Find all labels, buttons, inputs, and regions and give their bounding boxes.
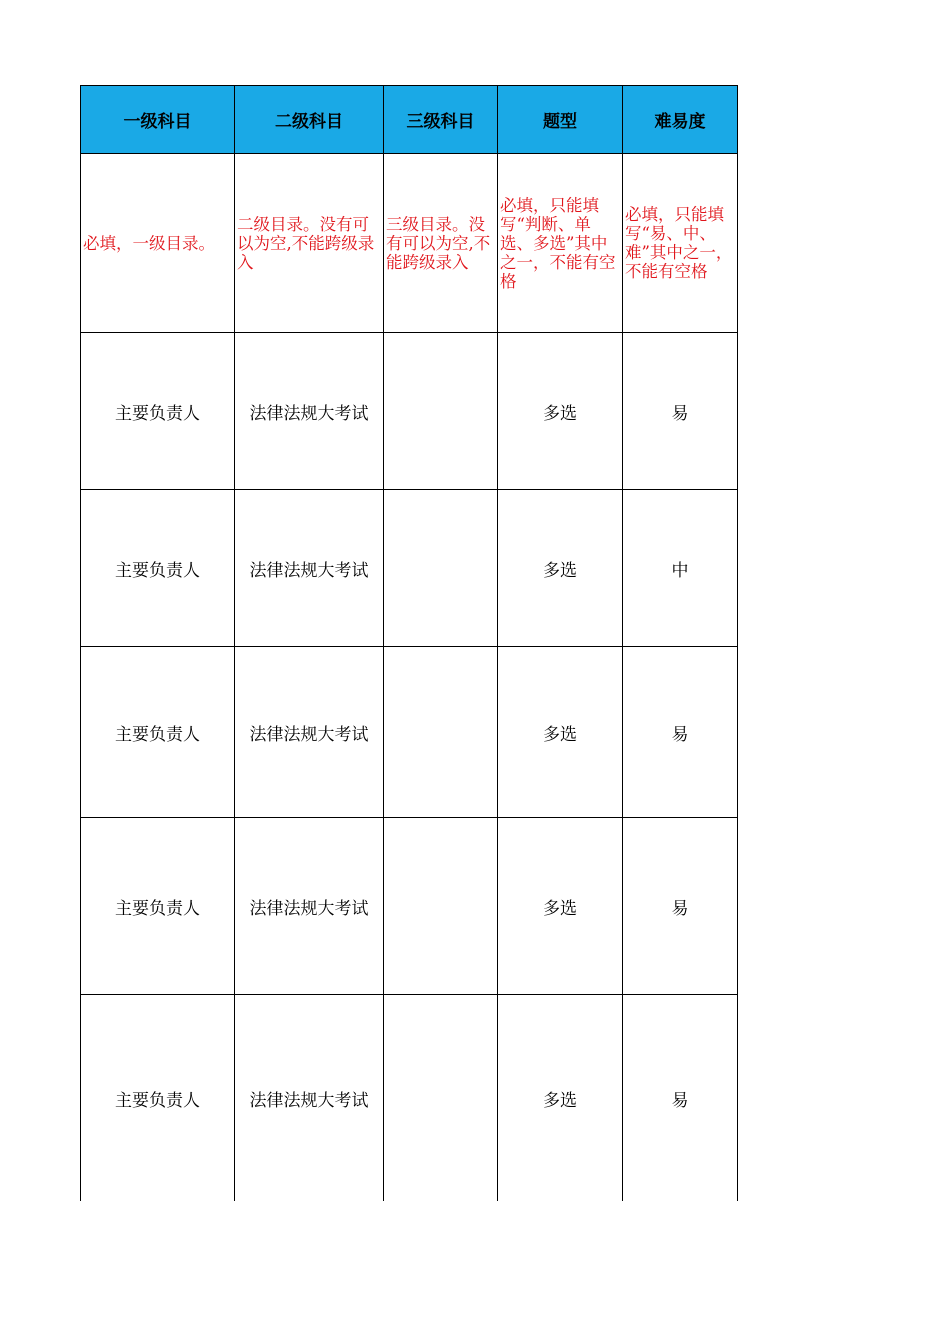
cell-subject-level-3[interactable] — [384, 647, 498, 818]
cell-difficulty[interactable]: 易 — [623, 995, 738, 1202]
cell-difficulty[interactable]: 易 — [623, 333, 738, 490]
table-row — [81, 818, 738, 995]
header-subject-level-3[interactable]: 三级科目 — [384, 86, 498, 154]
cell-subject-level-3[interactable] — [384, 333, 498, 490]
cell-subject-level-2[interactable]: 法律法规大考试 — [235, 818, 384, 995]
question-import-table — [80, 85, 738, 1201]
note-subject-level-3[interactable]: 三级目录。没有可以为空,不能跨级录入 — [384, 154, 498, 333]
cell-difficulty[interactable]: 中 — [623, 490, 738, 647]
table-row — [81, 647, 738, 818]
cell-question-type[interactable]: 多选 — [498, 818, 623, 995]
cell-question-type[interactable]: 多选 — [498, 490, 623, 647]
table-row — [81, 333, 738, 490]
cell-question-type[interactable]: 多选 — [498, 333, 623, 490]
note-difficulty[interactable]: 必填，只能填写“易、中、难”其中之一，不能有空格 — [623, 154, 738, 333]
cell-subject-level-2[interactable]: 法律法规大考试 — [235, 490, 384, 647]
cell-question-type[interactable]: 多选 — [498, 995, 623, 1202]
cell-subject-level-1[interactable]: 主要负责人 — [81, 995, 235, 1202]
instruction-row — [81, 154, 738, 333]
cell-difficulty[interactable]: 易 — [623, 647, 738, 818]
spreadsheet — [80, 85, 737, 1201]
note-question-type[interactable]: 必填，只能填写“判断、单选、多选”其中之一，不能有空格 — [498, 154, 623, 333]
cell-subject-level-2[interactable]: 法律法规大考试 — [235, 333, 384, 490]
header-subject-level-2[interactable]: 二级科目 — [235, 86, 384, 154]
cell-subject-level-2[interactable]: 法律法规大考试 — [235, 647, 384, 818]
cell-subject-level-3[interactable] — [384, 995, 498, 1202]
table-row — [81, 490, 738, 647]
header-question-type[interactable]: 题型 — [498, 86, 623, 154]
header-subject-level-1[interactable]: 一级科目 — [81, 86, 235, 154]
cell-question-type[interactable]: 多选 — [498, 647, 623, 818]
cell-subject-level-3[interactable] — [384, 490, 498, 647]
header-difficulty[interactable]: 难易度 — [623, 86, 738, 154]
cell-subject-level-2[interactable]: 法律法规大考试 — [235, 995, 384, 1202]
note-subject-level-1[interactable]: 必填，一级目录。 — [81, 154, 235, 333]
cell-subject-level-1[interactable]: 主要负责人 — [81, 490, 235, 647]
cell-subject-level-1[interactable]: 主要负责人 — [81, 647, 235, 818]
cell-subject-level-1[interactable]: 主要负责人 — [81, 333, 235, 490]
table-row — [81, 995, 738, 1202]
header-row — [81, 86, 738, 154]
cell-difficulty[interactable]: 易 — [623, 818, 738, 995]
note-subject-level-2[interactable]: 二级目录。没有可以为空,不能跨级录入 — [235, 154, 384, 333]
cell-subject-level-3[interactable] — [384, 818, 498, 995]
cell-subject-level-1[interactable]: 主要负责人 — [81, 818, 235, 995]
